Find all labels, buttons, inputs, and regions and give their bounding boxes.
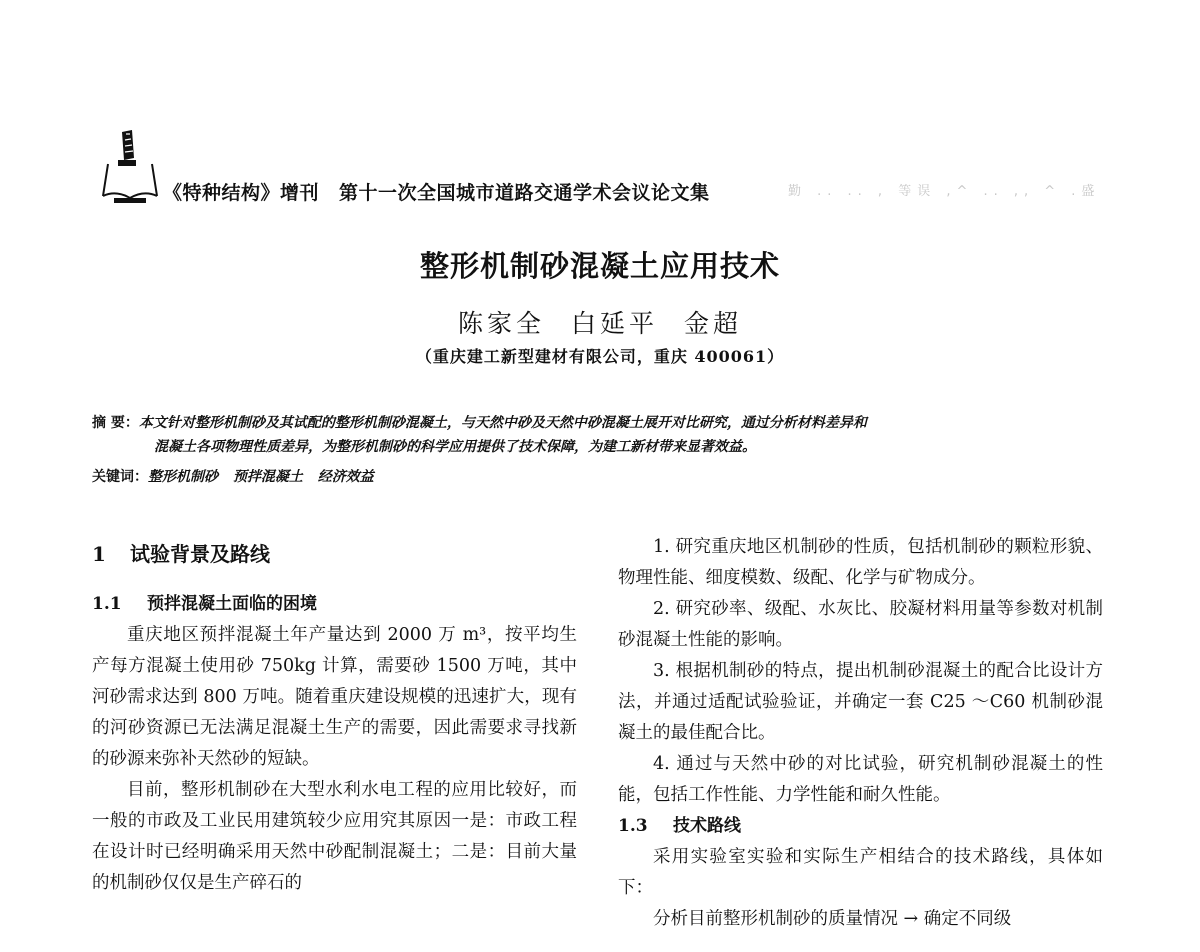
keywords: [92, 466, 1108, 486]
journal-name: 《特种结构》增刊: [163, 182, 320, 204]
left-column: [92, 538, 577, 899]
abstract: [92, 411, 1108, 459]
keywords-label: 关键词：: [92, 469, 148, 485]
faded-header-text: 勤 .. .. , 等误 ,^ .. ,, ^ .盛: [788, 184, 1101, 199]
research-item-1: 1. 研究重庆地区机制砂的性质，包括机制砂的颗粒形貌、物理性能、细度模数、级配、化学与矿物成分。: [618, 537, 1103, 588]
section-heading-1: [92, 538, 577, 570]
subsection-title: 技术路线: [673, 816, 741, 836]
right-column: [618, 538, 1103, 935]
abstract-text-2: 混凝土各项物理性质差异，为整形机制砂的科学应用提供了技术保障，为建工新材带来显著效益。: [154, 439, 756, 455]
journal-line: [163, 178, 710, 205]
book-logo-icon: [100, 128, 160, 206]
section-number: 1: [92, 542, 106, 566]
running-header: [88, 128, 1108, 208]
section-heading-1-1: [92, 589, 577, 620]
subsection-number: 1.1: [92, 594, 122, 614]
subsection-number: 1.3: [618, 816, 648, 836]
affiliation: （重庆建工新型建材有限公司，重庆 400061）: [415, 347, 785, 366]
abstract-text-1: 本文针对整形机制砂及其试配的整形机制砂混凝土，与天然中砂及天然中砂混凝土展开对比研究，通过分析材料差异和: [138, 415, 867, 431]
keywords-text: 整形机制砂 预拌混凝土 经济效益: [148, 469, 374, 485]
paragraph-1: 重庆地区预拌混凝土年产量达到 2000 万 m³，按平均生产每方混凝土使用砂 750kg 计算，需要砂 1500 万吨，其中河砂需求达到 800 万吨。随着重庆建设规模的迅速扩大，现有的河砂资源已无法满足混凝土生产的需要，因此需要求寻找新的砂源来弥补天然砂的短缺。: [92, 625, 577, 769]
proceedings-name: 第十一次全国城市道路交通学术会议论文集: [339, 182, 710, 204]
paragraph-2: 目前，整形机制砂在大型水利水电工程的应用比较好，而一般的市政及工业民用建筑较少应用究其原因一是：市政工程在设计时已经明确采用天然中砂配制混凝土；二是：目前大量的机制砂仅仅是生产碎石的: [92, 780, 577, 893]
abstract-label: 摘 要：: [92, 415, 139, 431]
research-item-4: 4. 通过与天然中砂的对比试验，研究机制砂混凝土的性能，包括工作性能、力学性能和耐久性能。: [618, 754, 1103, 805]
route-paragraph: 采用实验室实验和实际生产相结合的技术路线，具体如下：: [618, 847, 1103, 898]
route-flow-line: 分析目前整形机制砂的质量情况 → 确定不同级: [653, 909, 1012, 929]
authors: 陈家全 白延平 金超: [458, 309, 742, 338]
research-item-3: 3. 根据机制砂的特点，提出机制砂混凝土的配合比设计方法，并通过适配试验验证，并确定一套 C25 ～C60 机制砂混凝土的最佳配合比。: [618, 661, 1103, 743]
section-title: 试验背景及路线: [130, 542, 270, 566]
section-heading-1-3: [618, 811, 1103, 842]
subsection-title: 预拌混凝土面临的困境: [147, 594, 317, 614]
abstract-line-2: [92, 435, 1108, 459]
abstract-line-1: [92, 411, 1108, 435]
paper-title: 整形机制砂混凝土应用技术: [419, 249, 780, 283]
research-item-2: 2. 研究砂率、级配、水灰比、胶凝材料用量等参数对机制砂混凝土性能的影响。: [618, 599, 1103, 650]
